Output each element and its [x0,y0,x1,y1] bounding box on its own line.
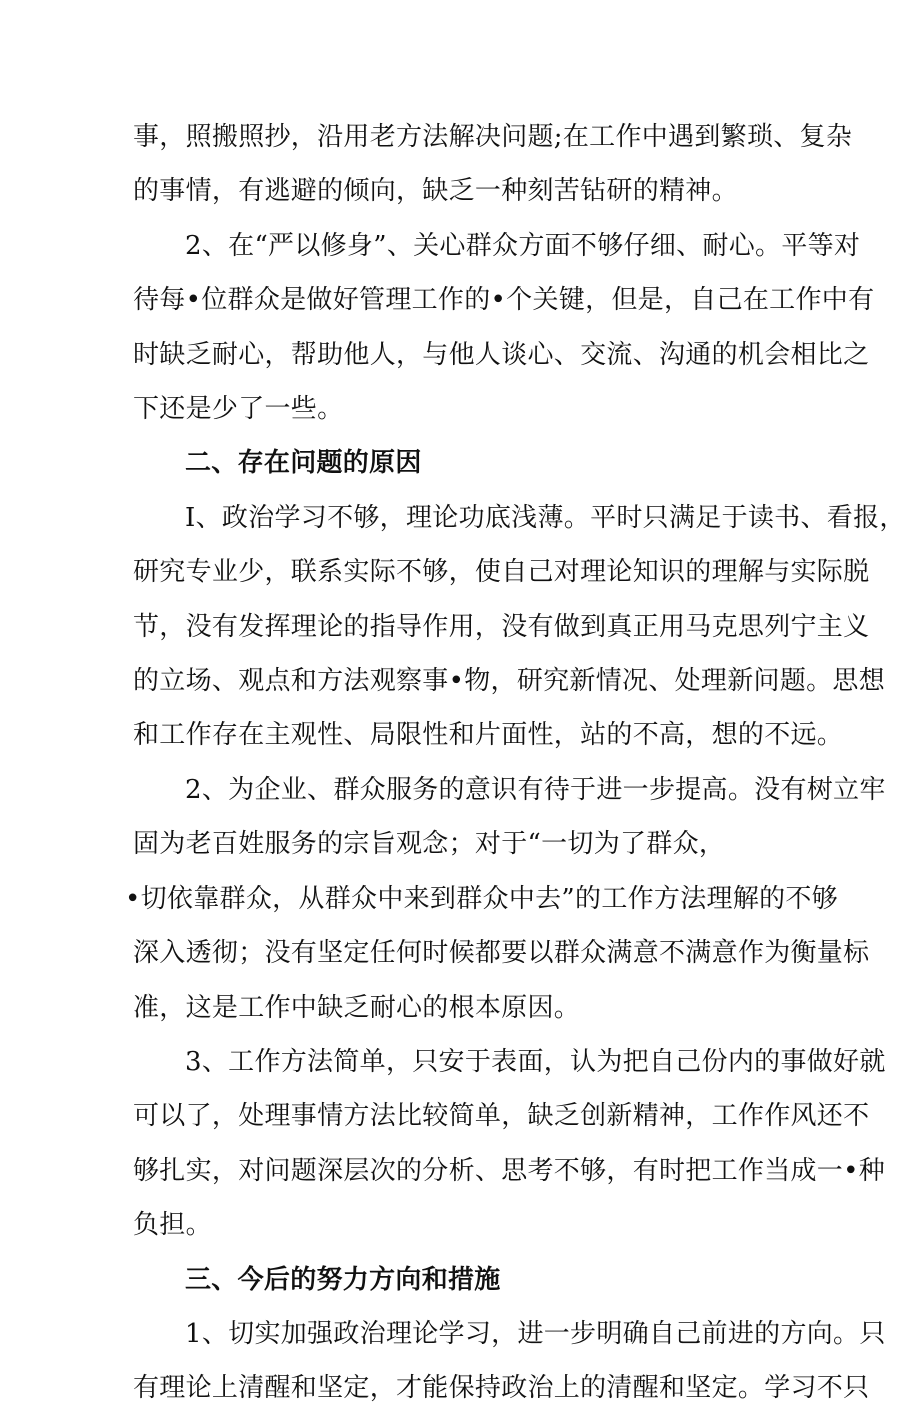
text-line: 下还是少了一些。 [133,394,344,425]
section-heading-2 [133,436,793,490]
text-line: 待每•位群众是做好管理工作的•个关键，但是，自己在工作中有 [133,285,875,316]
paragraph-measure-1 [133,1307,886,1361]
paragraph-item-2-cont [133,273,875,436]
section-heading-3 [133,1253,793,1307]
document-body [125,110,906,1416]
text-line: 节，没有发挥理论的指导作用，没有做到真正用马克思列宁主义 [133,611,870,642]
text-line: 和工作存在主观性、局限性和片面性，站的不高，想的不远。 [133,720,844,751]
paragraph-cause-3-cont [133,1089,886,1252]
text-line: 事，照搬照抄，沿用老方法解决问题;在工作中遇到繁琐、复杂 [133,122,853,152]
text-line: 1、切实加强政治理论学习，进一步明确自己前进的方向。只 [185,1318,886,1349]
text-line: I、政治学习不够，理论功底浅薄。平时只满足于读书、看报， [185,502,906,533]
text-line: 可以了，处理事情方法比较简单，缺乏创新精神，工作作风还不 [133,1101,870,1132]
paragraph-cause-1-cont [133,545,886,763]
paragraph-cause-1 [133,491,906,545]
paragraph-item-2 [133,219,861,273]
text-line: 够扎实，对问题深层次的分析、思考不够，有时把工作当成一•种 [133,1155,886,1186]
text-line: 2、在“严以修身”、关心群众方面不够仔细、耐心。平等对 [185,230,861,261]
text-line: 研究专业少，联系实际不够，使自己对理论知识的理解与实际脱 [133,557,870,588]
text-line: •切依靠群众，从群众中来到群众中去”的工作方法理解的不够 [125,883,839,914]
text-line: 有理论上清醒和坚定，才能保持政治上的清醒和坚定。学习不只 [133,1373,870,1404]
text-line: 的事情，有逃避的倾向，缺乏一种刻苦钻研的精神。 [133,176,738,207]
text-line: 固为老百姓服务的宗旨观念；对于“一切为了群众， [133,829,726,860]
text-line: 时缺乏耐心，帮助他人，与他人谈心、交流、沟通的机会相比之 [133,339,870,370]
text-line: 负担。 [133,1210,212,1241]
text-line: 3、工作方法简单，只安于表面，认为把自己份内的事做好就 [185,1046,886,1077]
heading-text: 三、今后的努力方向和措施 [185,1264,501,1295]
heading-text: 二、存在问题的原因 [185,448,422,479]
paragraph-cause-2 [133,763,886,817]
text-line: 深入透彻；没有坚定任何时候都要以群众满意不满意作为衡量标 [133,938,870,969]
paragraph-measure-1-cont [133,1361,870,1415]
text-line: 的立场、观点和方法观察事•物，研究新情况、处理新问题。思想 [133,666,886,697]
text-line: 准，这是工作中缺乏耐心的根本原因。 [133,992,581,1023]
text-line: 2、为企业、群众服务的意识有待于进一步提高。没有树立牢 [185,774,886,805]
paragraph-continued [133,110,853,219]
paragraph-cause-3 [133,1035,886,1089]
paragraph-cause-2-cont [125,817,870,1035]
